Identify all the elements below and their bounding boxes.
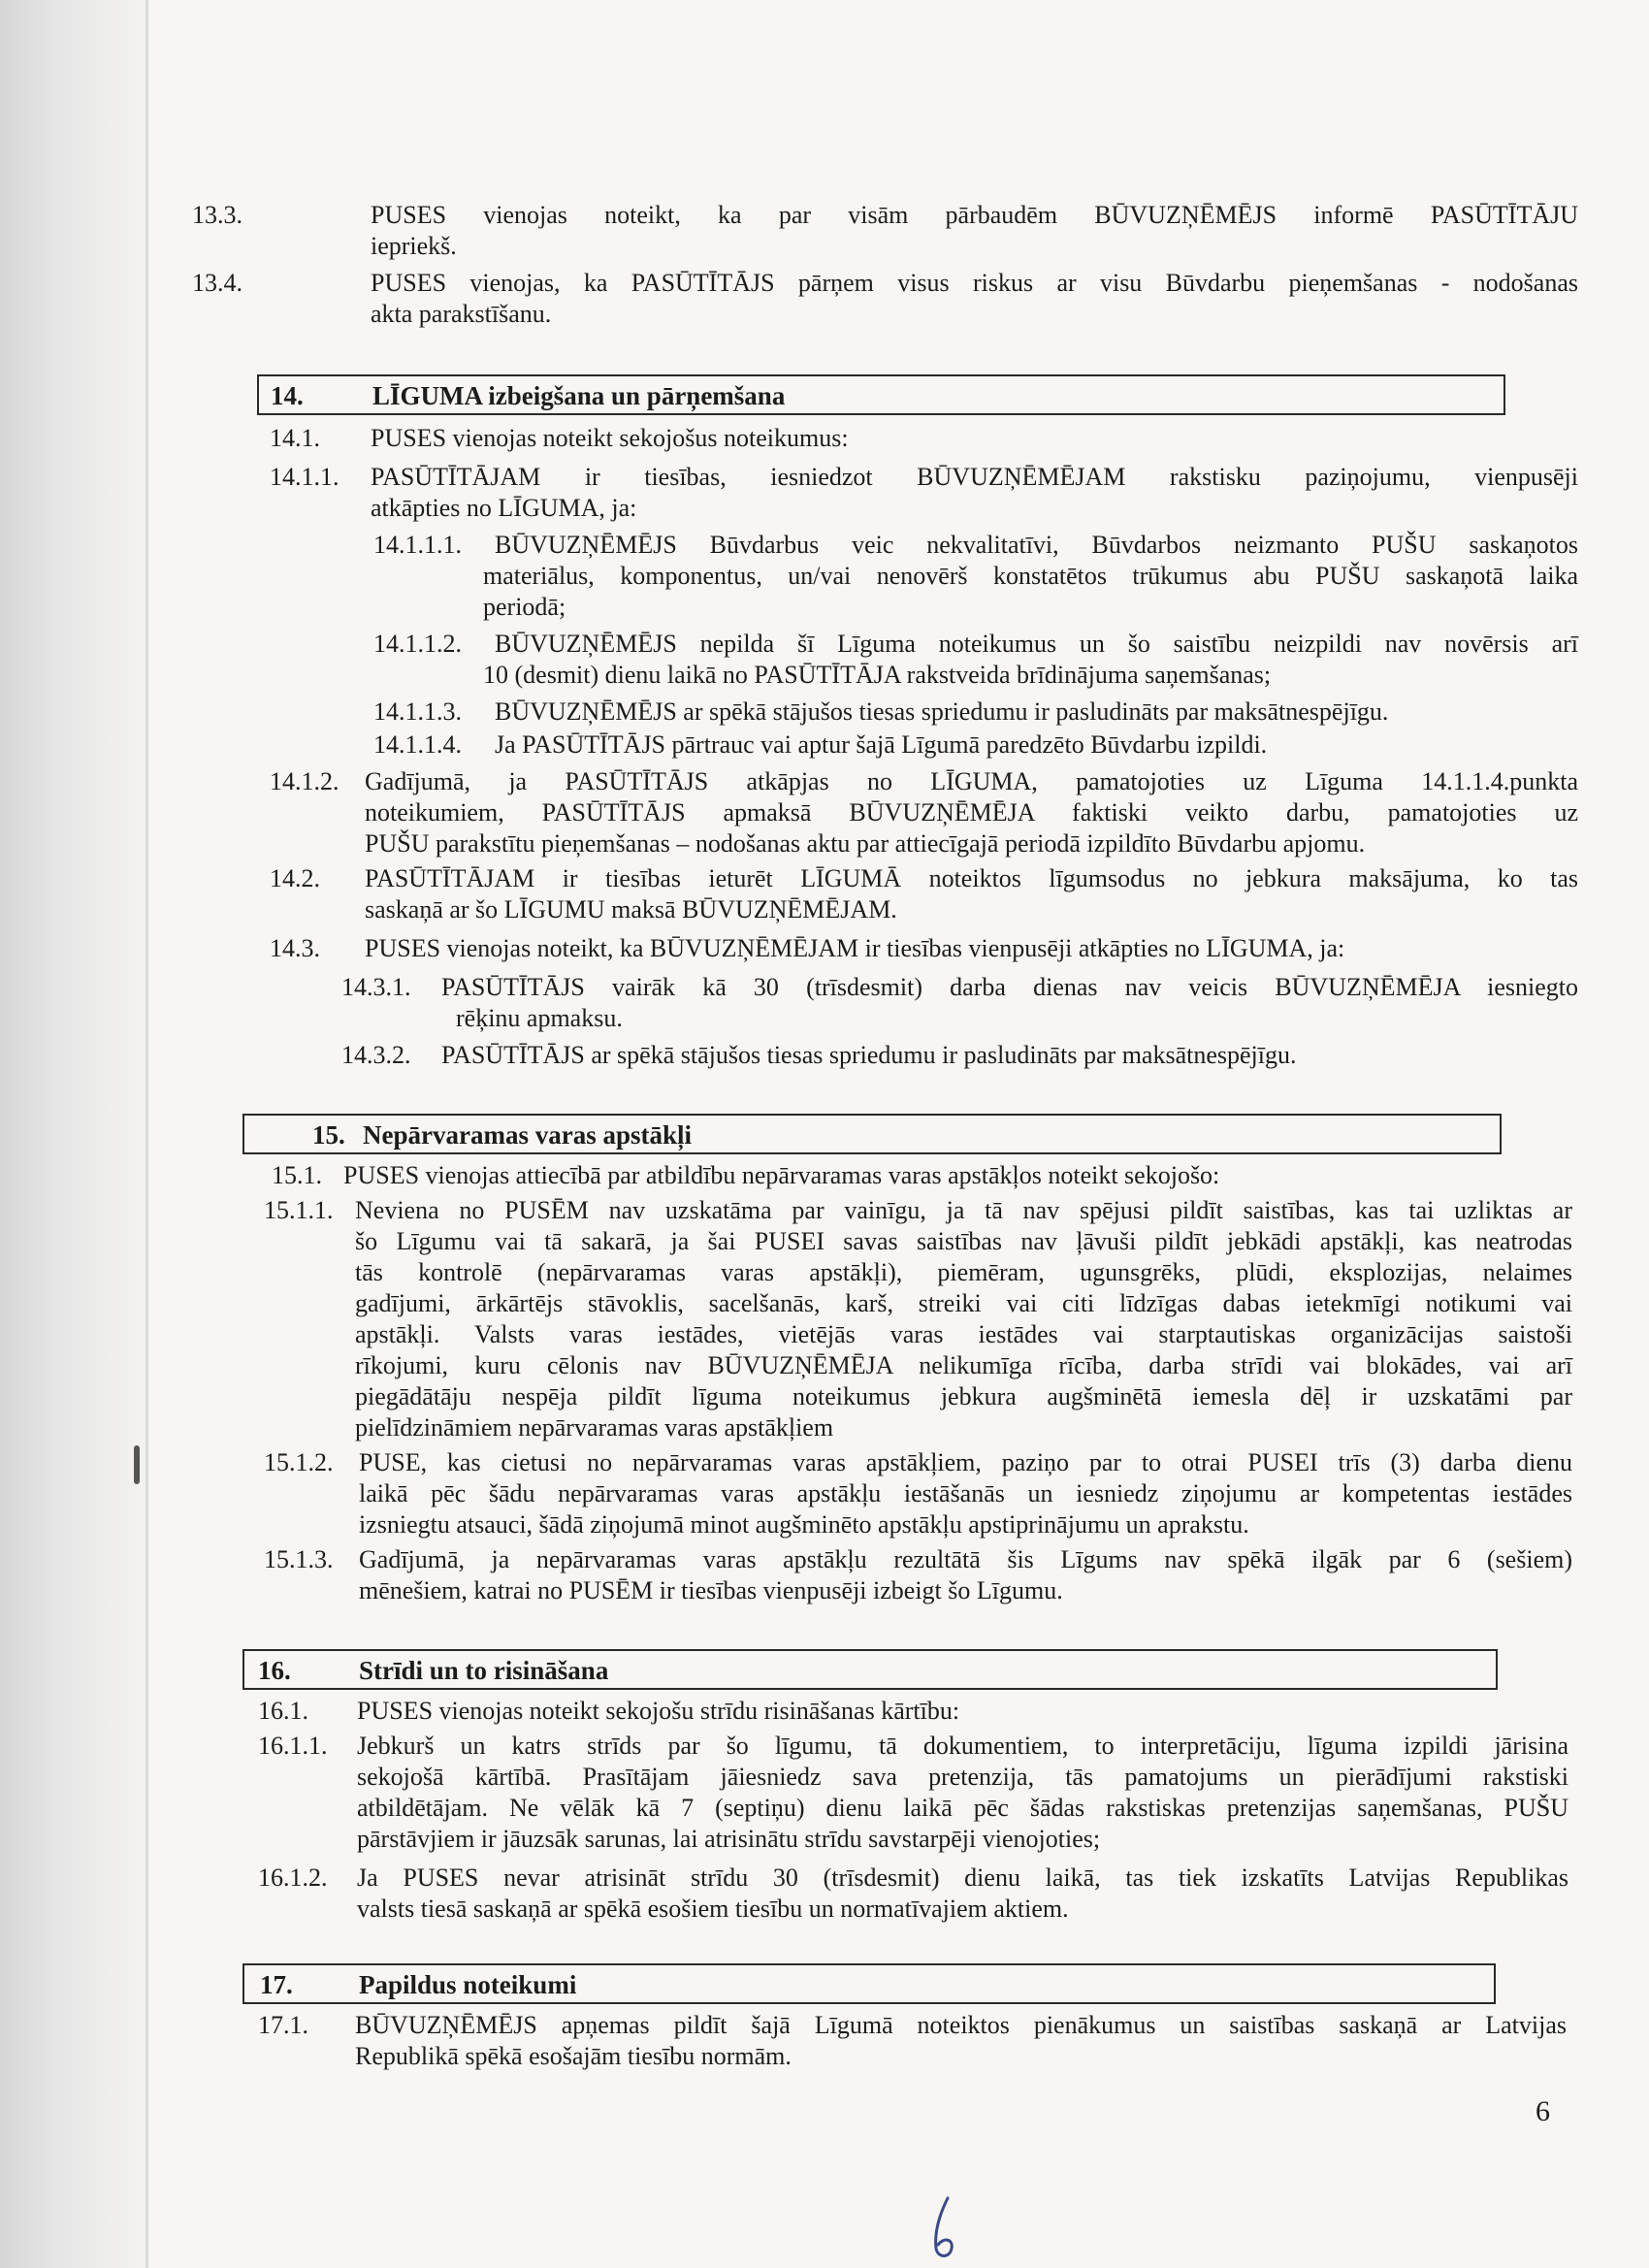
- clause-number: 13.4.: [192, 269, 242, 297]
- handwritten-page-mark-icon: [926, 2194, 965, 2262]
- clause-number: 17.1.: [258, 2011, 308, 2039]
- clause-number: 15.1.2.: [264, 1448, 334, 1476]
- clause-line: valsts tiesā saskaņā ar spēkā esošiem tiesību un normatīvajiem aktiem.: [357, 1895, 1069, 1923]
- clause-line: PUSES vienojas noteikt sekojošu strīdu risināšanas kārtību:: [357, 1697, 960, 1725]
- clause-number: 14.3.1.: [341, 973, 411, 1001]
- clause-number: 14.1.1.1.: [373, 531, 462, 559]
- clause-line: materiālus, komponentus, un/vai nenovērš konstatētos trūkumus abu PUŠU saskaņotā laika: [483, 562, 1578, 590]
- clause-number: 16.1.: [258, 1697, 308, 1725]
- clause-line: periodā;: [483, 593, 566, 621]
- section-heading-16: [242, 1649, 1498, 1690]
- clause-line: saskaņā ar šo LĪGUMU maksā BŪVUZŅĒMĒJAM.: [365, 895, 897, 923]
- clause-number: 16.1.1.: [258, 1732, 328, 1760]
- clause-line: PASŪTĪTĀJS vairāk kā 30 (trīsdesmit) darba dienas nav veicis BŪVUZŅĒMĒJA iesniegto: [441, 973, 1578, 1001]
- clause-line: noteikumiem, PASŪTĪTĀJS apmaksā BŪVUZŅĒMĒJA faktiski veikto darbu, pamatojoties uz: [365, 798, 1578, 826]
- section-heading-17: [242, 1963, 1496, 2004]
- clause-number: 16.1.2.: [258, 1863, 328, 1892]
- clause-line: izsniegtu atsauci, šādā ziņojumā minot augšminēto apstākļu apstiprinājumu un aprakstu.: [359, 1510, 1249, 1539]
- clause-line: sekojošā kārtībā. Prasītājam jāiesniedz sava pretenzija, tās pamatojums un pierādījumi rakstiski: [357, 1763, 1568, 1791]
- clause-line: PUSES vienojas noteikt, ka par visām pārbaudēm BŪVUZŅĒMĒJS informē PASŪTĪTĀJU: [371, 201, 1578, 229]
- scan-edge: [0, 0, 146, 2268]
- clause-line: Gadījumā, ja PASŪTĪTĀJS atkāpjas no LĪGUMA, pamatojoties uz Līguma 14.1.1.4.punkta: [365, 767, 1578, 795]
- clause-number: 14.3.: [270, 934, 320, 962]
- section-title: Papildus noteikumi: [359, 1970, 577, 1999]
- clause-number: 14.1.1.2.: [373, 630, 462, 658]
- clause-number: 14.1.2.: [270, 767, 340, 795]
- clause-line: Republikā spēkā esošajām tiesību normām.: [355, 2042, 792, 2070]
- clause-line: PUSES vienojas attiecībā par atbildību nepārvaramas varas apstākļos noteikt sekojošo:: [343, 1161, 1220, 1189]
- page-number: 6: [1536, 2095, 1550, 2127]
- clause-number: 14.1.1.3.: [373, 697, 462, 726]
- clause-line: BŪVUZŅĒMĒJS ar spēkā stājušos tiesas spriedumu ir pasludināts par maksātnespējīgu.: [495, 697, 1389, 726]
- section-title: Strīdi un to risināšana: [359, 1656, 609, 1685]
- section-title: Nepārvaramas varas apstākļi: [363, 1120, 692, 1150]
- clause-line: BŪVUZŅĒMĒJS nepilda šī Līguma noteikumus un šo saistību neizpildi nav novērsis arī: [495, 630, 1578, 658]
- clause-line: pielīdzināmiem nepārvaramas varas apstākļiem: [355, 1413, 834, 1442]
- clause-line: pārstāvjiem ir jāuzsāk sarunas, lai atrisinātu strīdu savstarpēji vienojoties;: [357, 1825, 1101, 1853]
- clause-number: 14.3.2.: [341, 1041, 411, 1069]
- clause-line: piegādātāju nespēja pildīt līguma noteikumus jebkura augšminētā iemesla dēļ ir uzskatāmi par: [355, 1382, 1572, 1410]
- clause-line: BŪVUZŅĒMĒJS Būvdarbus veic nekvalitatīvi, Būvdarbos neizmanto PUŠU saskaņotos: [495, 531, 1578, 559]
- clause-line: rēķinu apmaksu.: [456, 1004, 623, 1032]
- clause-line: PASŪTĪTĀJS ar spēkā stājušos tiesas spriedumu ir pasludināts par maksātnespējīgu.: [441, 1041, 1297, 1069]
- clause-line: Ja PASŪTĪTĀJS pārtrauc vai aptur šajā Līgumā paredzēto Būvdarbu izpildi.: [495, 730, 1268, 759]
- clause-line: apstākļi. Valsts varas iestādes, vietējās varas iestādes vai starptautiskas organizācijas saistoši: [355, 1320, 1572, 1348]
- clause-line: Jebkurš un katrs strīds par šo līgumu, tā dokumentiem, to interpretāciju, līguma izpildi jārisina: [357, 1732, 1568, 1760]
- punch-hole-mark: [134, 1445, 140, 1484]
- clause-line: PUSES vienojas noteikt sekojošus noteikumus:: [371, 424, 849, 452]
- clause-number: 14.1.: [270, 424, 320, 452]
- clause-line: tās kontrolē (nepārvaramas varas apstākļi), piemēram, ugunsgrēks, plūdi, eksplozijas, nelaimes: [355, 1258, 1572, 1286]
- clause-line: Neviena no PUSĒM nav uzskatāma par vainīgu, ja tā nav spējusi pildīt saistības, kas tai uzliktas ar: [355, 1196, 1572, 1224]
- section-number: 15.: [312, 1120, 345, 1150]
- clause-line: Gadījumā, ja nepārvaramas varas apstākļu rezultātā šis Līgums nav spēkā ilgāk par 6 (sešiem): [359, 1545, 1572, 1573]
- clause-number: 14.1.1.: [270, 463, 340, 491]
- clause-number: 15.1.: [272, 1161, 322, 1189]
- clause-line: Ja PUSES nevar atrisināt strīdu 30 (trīsdesmit) dienu laikā, tas tiek izskatīts Latvijas Republikas: [357, 1863, 1568, 1892]
- clause-line: iepriekš.: [371, 232, 457, 260]
- clause-line: laikā pēc šādu nepārvaramas varas apstākļu iestāšanās un iesniedz ziņojumu ar kompetentas iestādes: [359, 1479, 1572, 1507]
- section-heading-15: [242, 1114, 1502, 1154]
- clause-line: rīkojumi, kuru cēlonis nav BŪVUZŅĒMĒJA nelikumīga rīcība, darba strīdi vai blokādes, vai arī: [355, 1351, 1572, 1379]
- clause-number: 13.3.: [192, 201, 242, 229]
- section-number: 16.: [258, 1656, 291, 1685]
- clause-line: BŪVUZŅĒMĒJS apņemas pildīt šajā Līgumā noteiktos pienākumus un saistības saskaņā ar Latvijas: [355, 2011, 1567, 2039]
- clause-line: PUSES vienojas, ka PASŪTĪTĀJS pārņem visus riskus ar visu Būvdarbu pieņemšanas - nodošanas: [371, 269, 1578, 297]
- clause-line: atbildētājam. Ne vēlāk kā 7 (septiņu) dienu laikā pēc šādas rakstiskas pretenzijas saņemšanas, PUŠU: [357, 1794, 1568, 1822]
- section-number: 17.: [260, 1970, 293, 1999]
- section-number: 14.: [271, 381, 304, 410]
- clause-number: 15.1.3.: [264, 1545, 334, 1573]
- clause-line: šo Līgumu vai tā sakarā, ja šai PUSEI savas saistības nav ļāvuši pildīt jebkādi apstākļi, kas neatrodas: [355, 1227, 1572, 1255]
- section-title: LĪGUMA izbeigšana un pārņemšana: [372, 381, 786, 410]
- clause-number: 14.1.1.4.: [373, 730, 462, 759]
- clause-line: atkāpties no LĪGUMA, ja:: [371, 494, 637, 522]
- clause-number: 14.2.: [270, 864, 320, 892]
- clause-number: 15.1.1.: [264, 1196, 334, 1224]
- clause-line: PUSE, kas cietusi no nepārvaramas varas apstākļiem, paziņo par to otrai PUSEI trīs (3) darba dienu: [359, 1448, 1572, 1476]
- clause-line: PASŪTĪTĀJAM ir tiesības ieturēt LĪGUMĀ noteiktos līgumsodus no jebkura maksājuma, ko tas: [365, 864, 1578, 892]
- clause-line: PASŪTĪTĀJAM ir tiesības, iesniedzot BŪVUZŅĒMĒJAM rakstisku paziņojumu, vienpusēji: [371, 463, 1578, 491]
- clause-line: mēnešiem, katrai no PUSĒM ir tiesības vienpusēji izbeigt šo Līgumu.: [359, 1576, 1063, 1604]
- clause-line: akta parakstīšanu.: [371, 300, 552, 328]
- clause-line: PUSES vienojas noteikt, ka BŪVUZŅĒMĒJAM ir tiesības vienpusēji atkāpties no LĪGUMA, ja:: [365, 934, 1345, 962]
- clause-line: 10 (desmit) dienu laikā no PASŪTĪTĀJA rakstveida brīdinājuma saņemšanas;: [483, 661, 1272, 689]
- section-heading-14: [257, 374, 1505, 415]
- clause-line: PUŠU parakstītu pieņemšanas – nodošanas aktu par attiecīgajā periodā izpildīto Būvdarbu apjomu.: [365, 829, 1366, 858]
- clause-line: gadījumi, ārkārtējs stāvoklis, sacelšanās, karš, streiki vai citi līdzīgas dabas ietekmīgi notikumi vai: [355, 1289, 1572, 1317]
